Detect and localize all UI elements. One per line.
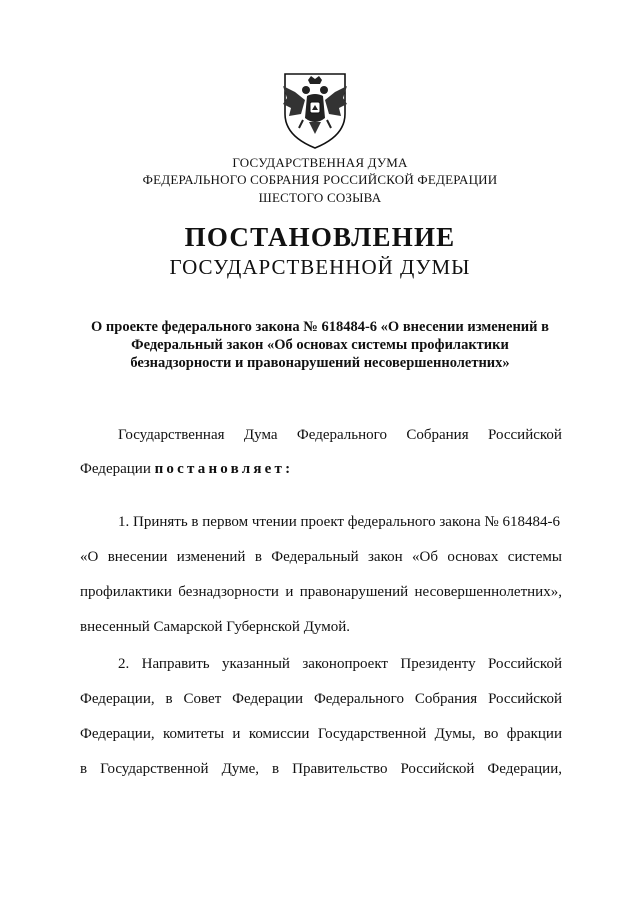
word: законопроект	[302, 656, 388, 672]
word: Правительство	[292, 761, 388, 777]
word: основах	[447, 549, 499, 565]
word: Российской	[400, 761, 475, 777]
word: в	[272, 761, 280, 777]
word: Федерального	[296, 427, 387, 443]
justified-line	[80, 583, 562, 601]
word: внесении	[107, 549, 168, 565]
item1-line3	[80, 583, 562, 601]
word: в	[254, 549, 262, 565]
document-subtitle: ГОСУДАРСТВЕННОЙ ДУМЫ	[169, 255, 471, 279]
preamble-text: Федерации	[80, 461, 151, 477]
word: изменений	[176, 549, 246, 565]
word: Федерации,	[80, 726, 155, 742]
word: Направить	[141, 656, 210, 672]
justified-line	[80, 548, 562, 566]
item2-line3	[80, 725, 562, 743]
preamble-line1	[118, 426, 562, 444]
word: Собрания	[406, 427, 469, 443]
item1-line4: внесенный Самарской Губернской Думой.	[80, 619, 351, 635]
coat-of-arms-emblem	[275, 70, 355, 150]
item2-line2	[80, 690, 562, 708]
word: во	[483, 726, 499, 742]
word: Российской	[488, 656, 562, 672]
word: Федерального	[313, 691, 404, 707]
org-name-line1: ГОСУДАРСТВЕННАЯ ДУМА	[232, 155, 408, 170]
word: Государственная	[118, 427, 225, 443]
word: несовершеннолетних»,	[414, 584, 562, 600]
word: в	[165, 691, 173, 707]
item1-line2	[80, 548, 562, 566]
word: указанный	[221, 656, 290, 672]
justified-line	[118, 426, 562, 444]
document-title: ПОСТАНОВЛЕНИЕ	[184, 222, 456, 252]
word: и	[285, 584, 294, 600]
justified-line	[118, 655, 562, 673]
word: и	[232, 726, 241, 742]
word: Федеральный	[271, 549, 359, 565]
word: комитеты	[162, 726, 225, 742]
justified-line	[80, 725, 562, 743]
subject-line: О проекте федерального закона № 618484-6 «О внесении изменений в	[91, 319, 549, 335]
item2-line4	[80, 760, 562, 778]
word: фракции	[506, 726, 562, 742]
item2-line1	[118, 655, 562, 673]
word: Государственной	[100, 761, 209, 777]
word: 2.	[118, 656, 130, 672]
subject-line: Федеральный закон «Об основах системы профилактики	[131, 337, 509, 353]
word: системы	[507, 549, 562, 565]
subject-line: безнадзорности и правонарушений несовершеннолетних»	[130, 355, 510, 371]
word: комиссии	[248, 726, 310, 742]
word: Федерации	[232, 691, 304, 707]
word: «О	[80, 549, 99, 565]
word: закон	[368, 549, 403, 565]
word: профилактики	[80, 584, 172, 600]
word: Российской	[488, 691, 562, 707]
word: Государственной	[317, 726, 427, 742]
word: безнадзорности	[178, 584, 279, 600]
word: Думе,	[221, 761, 260, 777]
word: Президенту	[400, 656, 476, 672]
decision-verb: постановляет:	[154, 461, 294, 477]
preamble-line2	[80, 460, 562, 478]
word: в	[80, 761, 88, 777]
word: Федерации,	[80, 691, 155, 707]
convocation-line: ШЕСТОГО СОЗЫВА	[258, 190, 382, 205]
justified-line	[80, 690, 562, 708]
word: Российской	[488, 427, 562, 443]
word: «Об	[412, 549, 438, 565]
item1-line1: 1. Принять в первом чтении проект федерального закона № 618484-6	[118, 514, 560, 530]
word: Дума	[243, 427, 278, 443]
word: Совет	[183, 691, 222, 707]
word: Федерации,	[487, 761, 562, 777]
word: Собрания	[414, 691, 478, 707]
org-name-line2: ФЕДЕРАЛЬНОГО СОБРАНИЯ РОССИЙСКОЙ ФЕДЕРАЦИИ	[142, 172, 498, 187]
resolution-subject	[70, 318, 570, 372]
word: Думы,	[434, 726, 476, 742]
word: правонарушений	[299, 584, 409, 600]
justified-line	[80, 760, 562, 778]
